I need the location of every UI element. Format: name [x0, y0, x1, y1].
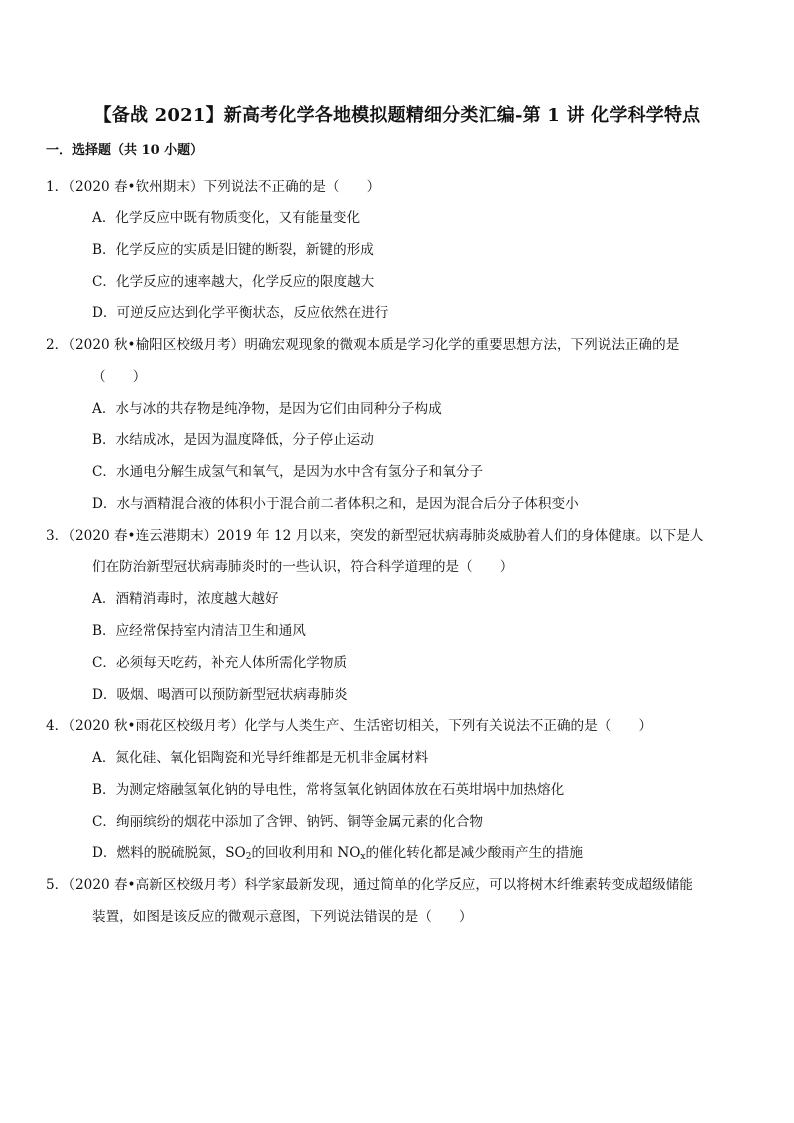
option-d-text-part2: 的回收利用和 NO: [251, 845, 361, 861]
question-3-option-b[interactable]: B．应经常保持室内清洁卫生和通风: [92, 623, 306, 639]
question-4-option-b[interactable]: B．为测定熔融氢氧化钠的导电性，常将氢氧化钠固体放在石英坩埚中加热熔化: [92, 782, 565, 798]
question-1-option-b[interactable]: B．化学反应的实质是旧键的断裂，新键的形成: [92, 242, 374, 258]
question-2-option-c[interactable]: C．水通电分解生成氢气和氧气，是因为水中含有氢分子和氧分子: [92, 464, 484, 480]
question-2-option-a[interactable]: A．水与冰的共存物是纯净物，是因为它们由同种分子构成: [92, 401, 442, 417]
question-2-stem: 2．（2020 秋•榆阳区校级月考）明确宏观现象的微观本质是学习化学的重要思想方法，下列说法正确的是: [46, 337, 680, 353]
question-4-option-c[interactable]: C．绚丽缤纷的烟花中添加了含钾、钠钙、铜等金属元素的化合物: [92, 814, 484, 830]
question-1-stem: 1．（2020 春•钦州期末）下列说法不正确的是（ ）: [46, 179, 381, 195]
question-2-option-d[interactable]: D．水与酒精混合液的体积小于混合前二者体积之和，是因为混合后分子体积变小: [92, 496, 579, 512]
question-1-option-c[interactable]: C．化学反应的速率越大，化学反应的限度越大: [92, 274, 375, 290]
question-1-option-a[interactable]: A．化学反应中既有物质变化，又有能量变化: [92, 210, 361, 226]
question-3-option-d[interactable]: D．吸烟、喝酒可以预防新型冠状病毒肺炎: [92, 687, 348, 703]
question-5-stem-continued: 装置，如图是该反应的微观示意图，下列说法错误的是（ ）: [92, 909, 473, 925]
question-3-stem: 3．（2020 春•连云港期末）2019 年 12 月以来，突发的新型冠状病毒肺炎威胁着人们的身体健康。以下是人: [46, 528, 704, 544]
question-3-option-c[interactable]: C．必须每天吃药，补充人体所需化学物质: [92, 655, 348, 671]
question-1-option-d[interactable]: D．可逆反应达到化学平衡状态，反应依然在进行: [92, 305, 389, 321]
nox-subscript: x: [360, 852, 366, 862]
document-title: 【备战 2021】新高考化学各地模拟题精细分类汇编-第 1 讲 化学科学特点: [93, 105, 701, 126]
question-3-stem-continued: 们在防治新型冠状病毒肺炎时的一些认识，符合科学道理的是（ ）: [92, 559, 514, 575]
so2-subscript: 2: [245, 852, 252, 862]
question-4-option-d[interactable]: [92, 842, 583, 864]
question-2-option-b[interactable]: B．水结成冰，是因为温度降低，分子停止运动: [92, 432, 374, 448]
question-2-stem-continued: （ ）: [92, 369, 147, 385]
question-4-option-a[interactable]: A．氮化硅、氧化铝陶瓷和光导纤维都是无机非金属材料: [92, 750, 429, 766]
option-d-text-part3: 的催化转化都是减少酸雨产生的措施: [365, 845, 583, 861]
question-4-stem: 4．（2020 秋•雨花区校级月考）化学与人类生产、生活密切相关，下列有关说法不正确的是（ ）: [46, 718, 653, 734]
question-5-stem: 5．（2020 春•高新区校级月考）科学家最新发现，通过简单的化学反应，可以将树木纤维素转变成超级储能: [46, 877, 693, 893]
section-heading: 一．选择题（共 10 小题）: [46, 143, 204, 158]
option-d-text-part1: D．燃料的脱硫脱氮，SO: [92, 845, 246, 861]
question-3-option-a[interactable]: A．酒精消毒时，浓度越大越好: [92, 591, 279, 607]
